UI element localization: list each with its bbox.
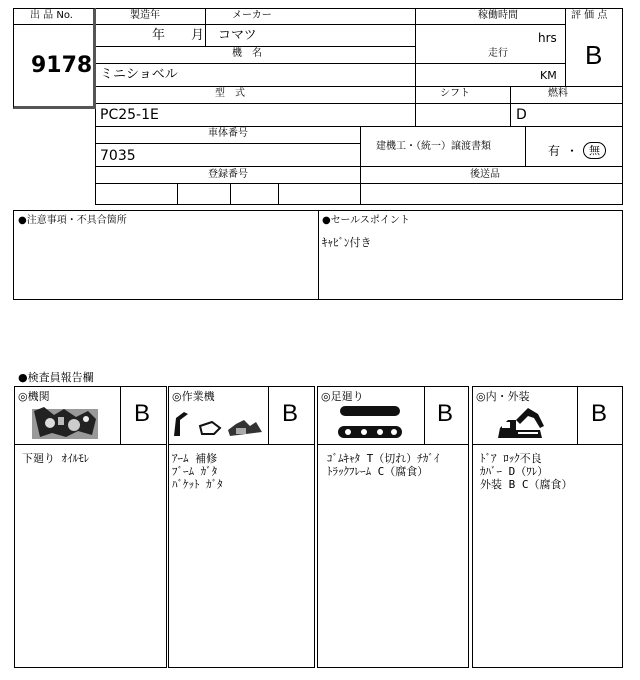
mileage-unit: KM xyxy=(540,69,557,82)
section-grade-work: B xyxy=(282,400,299,427)
maker-value: コマツ xyxy=(218,28,257,43)
engine-icon xyxy=(30,405,100,441)
type-value: PC25-1E xyxy=(100,107,159,123)
hours-unit: hrs xyxy=(538,31,557,45)
overall-grade: B xyxy=(585,40,603,70)
shift-label: シフト xyxy=(440,88,470,99)
bucket-icon xyxy=(170,408,266,440)
section-line-work-1: ﾌﾞｰﾑ ｶﾞﾀ xyxy=(172,465,218,478)
model-name-value: ミニショベル xyxy=(100,67,178,82)
caution-label: ●注意事項・不具合箇所 xyxy=(18,215,127,226)
hours-label: 稼働時間 xyxy=(478,10,518,21)
lot-no-label: 出 品 No. xyxy=(30,10,73,21)
section-label-exterior: ◎内・外装 xyxy=(476,390,530,403)
inspection-title: ●検査員報告欄 xyxy=(18,371,94,384)
serial-label: 車体番号 xyxy=(208,128,248,139)
section-line-work-0: ｱｰﾑ 補修 xyxy=(172,452,218,465)
section-grade-exterior: B xyxy=(591,400,608,427)
lot-number: 9178 xyxy=(31,53,93,78)
transfer-yes: 有 xyxy=(548,144,561,158)
section-line-engine-0: 下廻り ｵｲﾙﾓﾚ xyxy=(22,452,90,465)
transfer-no-circled: 無 xyxy=(583,142,606,159)
fuel-value: D xyxy=(516,107,527,123)
section-label-work: ◎作業機 xyxy=(172,390,215,403)
transfer-sep: ・ xyxy=(566,144,579,158)
section-line-undercarriage-0: ｺﾞﾑｷｬﾀ T（切れ）ﾁｶﾞｲ xyxy=(327,452,440,465)
grade-label: 評 価 点 xyxy=(571,10,608,21)
type-label: 型 式 xyxy=(215,88,245,99)
year-value: 年 月 xyxy=(152,28,205,43)
section-line-exterior-0: ﾄﾞｱ ﾛｯｸ不良 xyxy=(480,452,542,465)
section-line-undercarriage-1: ﾄﾗｯｸﾌﾚｰﾑ C（腐食） xyxy=(327,465,429,478)
crawler-icon xyxy=(336,404,406,442)
serial-value: 7035 xyxy=(100,148,136,164)
section-line-exterior-2: 外装 B C（腐食） xyxy=(480,478,573,491)
mileage-label: 走行 xyxy=(488,48,508,59)
section-line-work-2: ﾊﾞｹｯﾄ ｶﾞﾀ xyxy=(172,478,223,491)
model-name-label: 機 名 xyxy=(232,48,262,59)
year-label: 製造年 xyxy=(130,10,160,21)
sales-label: ●セールスポイント xyxy=(322,215,410,226)
excavator-icon xyxy=(494,404,550,442)
section-label-undercarriage: ◎足廻り xyxy=(321,390,364,403)
section-grade-engine: B xyxy=(134,400,151,427)
transfer-doc-label: 建機工・（統一）譲渡書類 xyxy=(376,141,491,152)
section-line-exterior-1: ｶﾊﾞｰ D（ﾜﾚ） xyxy=(480,465,549,478)
maker-label: メーカー xyxy=(232,10,272,21)
fuel-label: 燃料 xyxy=(548,88,568,99)
section-label-engine: ◎機関 xyxy=(18,390,50,403)
section-grade-undercarriage: B xyxy=(437,400,454,427)
sales-text: ｷｬﾋﾞﾝ付き xyxy=(322,236,372,249)
shipping-label: 後送品 xyxy=(470,169,500,180)
registration-label: 登録番号 xyxy=(208,169,248,180)
